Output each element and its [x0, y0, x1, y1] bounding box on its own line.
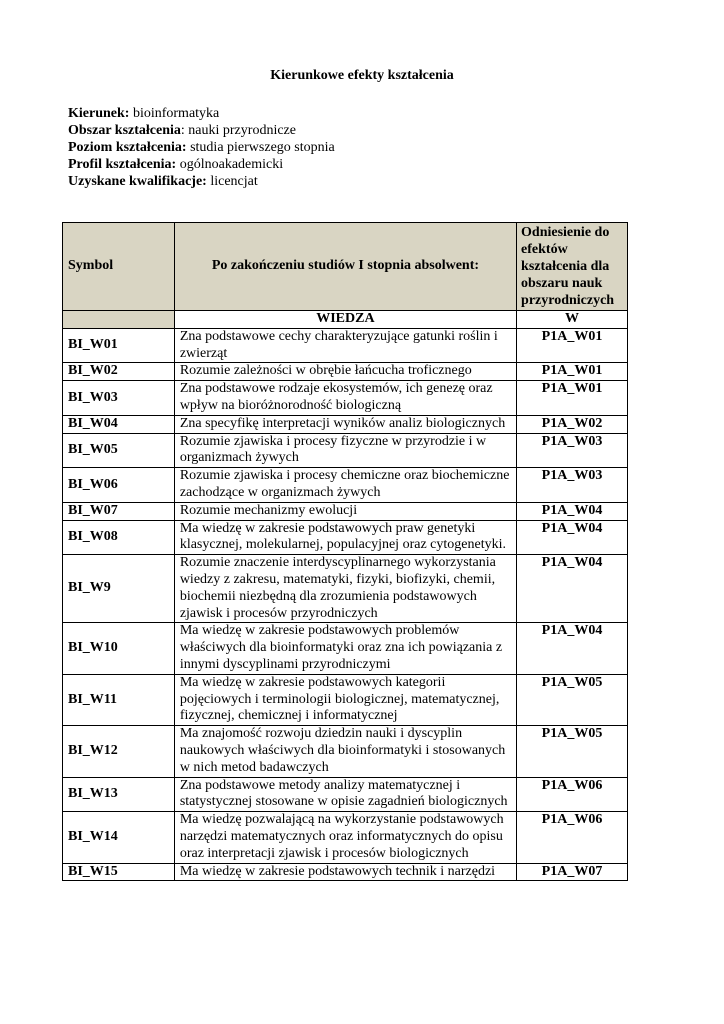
- section-row-wiedza: [63, 311, 628, 329]
- meta-label: Profil kształcenia:: [68, 157, 177, 172]
- table-row: [63, 777, 628, 812]
- row-reference: P1A_W01: [517, 328, 628, 363]
- section-blank-cell: [63, 311, 175, 329]
- table-row: [63, 468, 628, 503]
- table-row: [63, 502, 628, 520]
- table-row: [63, 623, 628, 674]
- meta-label: Obszar kształcenia: [68, 123, 181, 138]
- row-symbol: BI_W11: [63, 674, 175, 725]
- row-reference: P1A_W03: [517, 468, 628, 503]
- row-outcome: Zna podstawowe rodzaje ekosystemów, ich genezę oraz wpływ na bioróżnorodność biologiczną: [174, 381, 516, 416]
- row-symbol: BI_W05: [63, 433, 175, 468]
- table-row: [63, 555, 628, 623]
- row-outcome: Zna specyfikę interpretacji wyników analiz biologicznych: [174, 415, 516, 433]
- row-reference: P1A_W01: [517, 381, 628, 416]
- table-row: [63, 863, 628, 881]
- meta-value: licencjat: [206, 174, 258, 189]
- table-row: [63, 812, 628, 863]
- meta-value: : nauki przyrodnicze: [180, 123, 296, 138]
- row-outcome: Ma wiedzę pozwalającą na wykorzystanie podstawowych narzędzi matematycznych oraz informatycznych do opisu oraz interpretacji zjawisk i procesów biologicznych: [174, 812, 516, 863]
- meta-value: studia pierwszego stopnia: [186, 140, 335, 155]
- row-outcome: Zna podstawowe metody analizy matematycznej i statystycznej stosowane w opisie zagadnień biologicznych: [174, 777, 516, 812]
- table-row: [63, 433, 628, 468]
- row-symbol: BI_W04: [63, 415, 175, 433]
- row-outcome: Ma wiedzę w zakresie podstawowych praw genetyki klasycznej, molekularnej, populacyjnej oraz cytogenetyki.: [174, 520, 516, 555]
- section-label: WIEDZA: [174, 311, 516, 329]
- row-symbol: BI_W02: [63, 363, 175, 381]
- row-reference: P1A_W06: [517, 812, 628, 863]
- meta-label: Poziom kształcenia:: [68, 140, 187, 155]
- row-outcome: Ma wiedzę w zakresie podstawowych kategorii pojęciowych i terminologii biologicznej, matematycznej, fizycznej, chemicznej i informatycznej: [174, 674, 516, 725]
- meta-label: Uzyskane kwalifikacje:: [68, 174, 207, 189]
- table-row: [63, 726, 628, 777]
- table-row: [63, 415, 628, 433]
- row-reference: P1A_W01: [517, 363, 628, 381]
- row-symbol: BI_W07: [63, 502, 175, 520]
- row-symbol: BI_W13: [63, 777, 175, 812]
- row-reference: P1A_W04: [517, 555, 628, 623]
- row-outcome: Zna podstawowe cechy charakteryzujące gatunki roślin i zwierząt: [174, 328, 516, 363]
- row-reference: P1A_W07: [517, 863, 628, 881]
- meta-label: Kierunek:: [68, 106, 130, 121]
- meta-field-obszar: [68, 122, 335, 139]
- row-reference: P1A_W03: [517, 433, 628, 468]
- meta-value: bioinformatyka: [129, 106, 220, 121]
- program-metadata: [68, 105, 335, 190]
- document-title: Kierunkowe efekty kształcenia: [270, 68, 454, 83]
- row-reference: P1A_W06: [517, 777, 628, 812]
- meta-value: ogólnoakademicki: [176, 157, 284, 172]
- row-reference: P1A_W05: [517, 674, 628, 725]
- row-symbol: BI_W06: [63, 468, 175, 503]
- row-reference: P1A_W04: [517, 520, 628, 555]
- row-reference: P1A_W05: [517, 726, 628, 777]
- table-row: [63, 520, 628, 555]
- row-symbol: BI_W10: [63, 623, 175, 674]
- header-symbol: Symbol: [63, 223, 175, 311]
- meta-field-kwalifikacje: [68, 173, 335, 190]
- row-reference: P1A_W04: [517, 623, 628, 674]
- row-symbol: BI_W08: [63, 520, 175, 555]
- row-symbol: BI_W9: [63, 555, 175, 623]
- row-outcome: Ma znajomość rozwoju dziedzin nauki i dyscyplin naukowych właściwych dla bioinformatyki i stosowanych w nich metod badawczych: [174, 726, 516, 777]
- row-outcome: Ma wiedzę w zakresie podstawowych technik i narzędzi: [174, 863, 516, 881]
- row-outcome: Rozumie zjawiska i procesy fizyczne w przyrodzie i w organizmach żywych: [174, 433, 516, 468]
- row-outcome: Rozumie mechanizmy ewolucji: [174, 502, 516, 520]
- section-code: W: [517, 311, 628, 329]
- table-row: [63, 381, 628, 416]
- table-row: [63, 328, 628, 363]
- row-outcome: Ma wiedzę w zakresie podstawowych problemów właściwych dla bioinformatyki oraz zna ich powiązania z innymi dyscyplinami przyrodniczymi: [174, 623, 516, 674]
- row-symbol: BI_W12: [63, 726, 175, 777]
- meta-field-kierunek: [68, 105, 335, 122]
- row-outcome: Rozumie zjawiska i procesy chemiczne oraz biochemiczne zachodzące w organizmach żywych: [174, 468, 516, 503]
- row-symbol: BI_W14: [63, 812, 175, 863]
- meta-field-profil: [68, 156, 335, 173]
- table-row: [63, 363, 628, 381]
- row-outcome: Rozumie zależności w obrębie łańcucha troficznego: [174, 363, 516, 381]
- row-outcome: Rozumie znaczenie interdyscyplinarnego wykorzystania wiedzy z zakresu, matematyki, fizyki, biofizyki, chemii, biochemii niezbędną dla zrozumienia podstawowych zjawisk i procesów przyrodniczych: [174, 555, 516, 623]
- row-reference: P1A_W02: [517, 415, 628, 433]
- meta-field-poziom: [68, 139, 335, 156]
- header-outcome: Po zakończeniu studiów I stopnia absolwent:: [174, 223, 516, 311]
- header-reference: Odniesienie do efektów kształcenia dla obszaru nauk przyrodniczych: [517, 223, 628, 311]
- row-symbol: BI_W03: [63, 381, 175, 416]
- row-reference: P1A_W04: [517, 502, 628, 520]
- learning-outcomes-table: [62, 222, 628, 881]
- table-header-row: [63, 223, 628, 311]
- row-symbol: BI_W01: [63, 328, 175, 363]
- row-symbol: BI_W15: [63, 863, 175, 881]
- table-row: [63, 674, 628, 725]
